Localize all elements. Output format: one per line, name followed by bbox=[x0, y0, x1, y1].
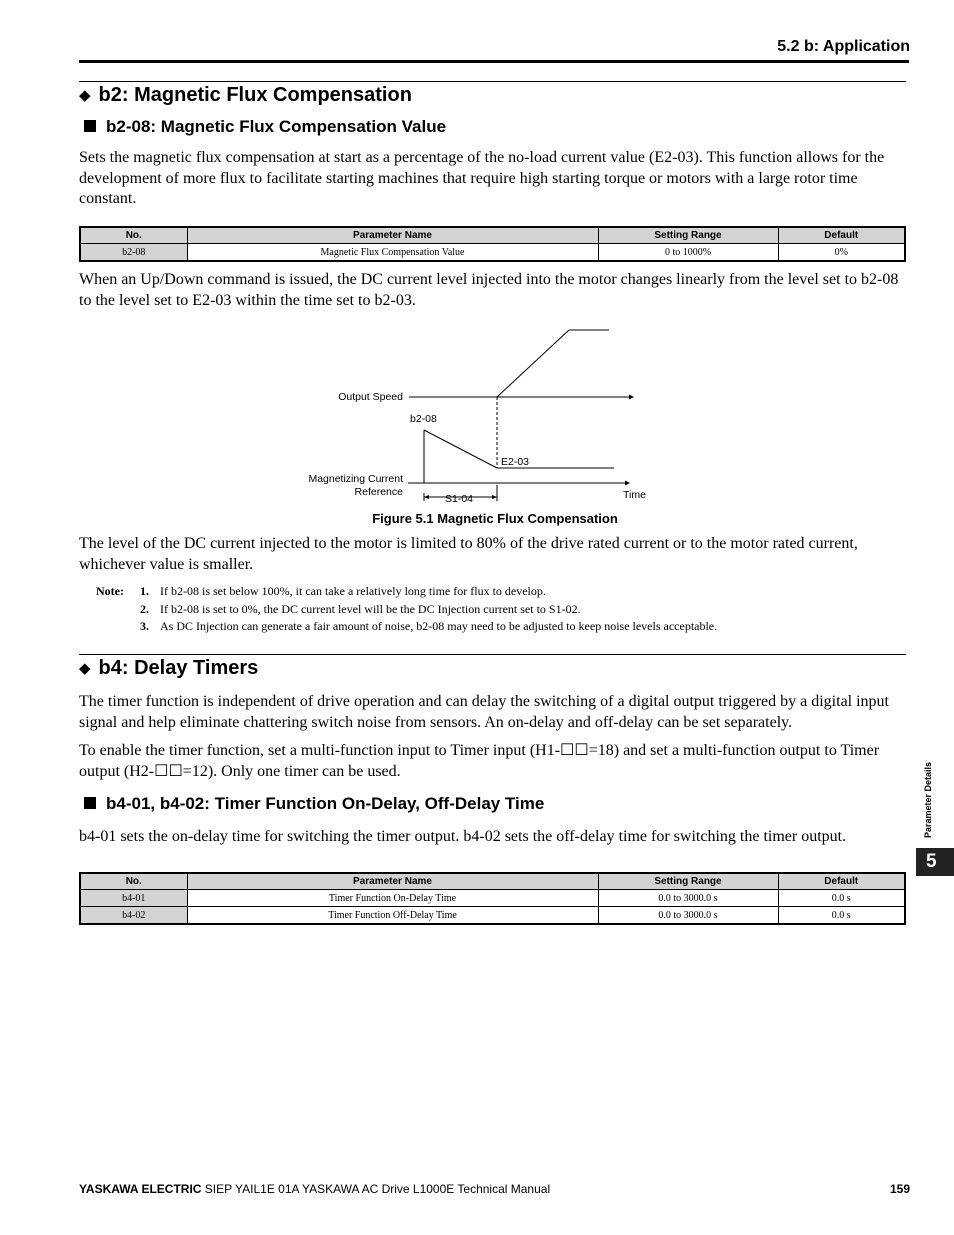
subsection-title-text: b4-01, b4-02: Timer Function On-Delay, Off-Delay Time bbox=[106, 794, 545, 813]
label-e2-03: E2-03 bbox=[501, 456, 530, 468]
table-row bbox=[80, 907, 905, 925]
header-parameter-name: Parameter Name bbox=[187, 227, 598, 244]
parameter-table-b4 bbox=[79, 872, 906, 925]
label-output-speed: Output Speed bbox=[338, 391, 403, 403]
footer-brand: YASKAWA ELECTRIC bbox=[79, 1182, 202, 1196]
page-number: 159 bbox=[889, 1182, 910, 1196]
paragraph: The timer function is independent of drive operation and can delay the switching of a digital output triggered by a digital input signal and help eliminate chattering switch noise from sensors. An on-delay and off-delay can be set separately. bbox=[79, 693, 889, 731]
cell-parameter-name: Timer Function Off-Delay Time bbox=[187, 907, 598, 925]
note-label: Note: bbox=[96, 584, 124, 598]
cell-no: b4-02 bbox=[80, 907, 187, 925]
label-s1-04: S1-04 bbox=[445, 493, 474, 505]
note-number: 2. bbox=[140, 601, 149, 616]
placeholder-boxes-icon: ☐☐ bbox=[560, 742, 589, 759]
note-number: 1. bbox=[140, 584, 149, 598]
side-tab-label bbox=[921, 750, 935, 850]
header-setting-range: Setting Range bbox=[598, 873, 778, 890]
footer-document: SIEP YAIL1E 01A YASKAWA AC Drive L1000E Technical Manual bbox=[201, 1182, 551, 1196]
note-item bbox=[96, 601, 856, 619]
diamond-icon: ◆ bbox=[79, 87, 91, 104]
label-reference: Reference bbox=[354, 486, 403, 498]
subsection-title-b4-01 bbox=[84, 794, 544, 814]
paragraph-part: To enable the timer function, set a multi-function input to Timer input (H1- bbox=[79, 742, 561, 759]
header-no: No. bbox=[80, 227, 187, 244]
paragraph: b4-01 sets the on-delay time for switching the timer output. b4-02 sets the off-delay time for switching the timer output. bbox=[79, 828, 847, 845]
dimension-arrow-left bbox=[424, 495, 429, 499]
paragraph: When an Up/Down command is issued, the DC current level injected into the motor changes linearly from the level set to b2-08 to the level set to E2-03 within the time set to b2-03. bbox=[79, 271, 899, 309]
current-decay-line bbox=[424, 430, 497, 468]
cell-default: 0% bbox=[778, 244, 905, 262]
header-default: Default bbox=[778, 227, 905, 244]
speed-ramp-line bbox=[497, 330, 569, 397]
header-parameter-name: Parameter Name bbox=[187, 873, 598, 890]
speed-axis-arrow bbox=[629, 395, 634, 400]
cell-parameter-name: Magnetic Flux Compensation Value bbox=[187, 244, 598, 262]
dimension-arrow-right bbox=[492, 495, 497, 499]
table-header-row bbox=[80, 873, 905, 890]
placeholder-boxes-icon: ☐☐ bbox=[154, 762, 183, 780]
note-text: If b2-08 is set below 100%, it can take a relatively long time for flux to develop. bbox=[160, 584, 546, 598]
paragraph-timer-enable bbox=[79, 741, 909, 782]
section-title-text: b2: Magnetic Flux Compensation bbox=[98, 84, 412, 106]
cell-default: 0.0 s bbox=[778, 890, 905, 907]
cell-no: b2-08 bbox=[80, 244, 187, 262]
figure-caption: Figure 5.1 Magnetic Flux Compensation bbox=[372, 511, 618, 526]
diamond-icon: ◆ bbox=[79, 660, 91, 677]
note-item bbox=[96, 583, 856, 601]
note-text: If b2-08 is set to 0%, the DC current level will be the DC Injection current set to S1-02. bbox=[160, 601, 581, 616]
side-tab-text: Parameter Details bbox=[923, 761, 933, 839]
header-default: Default bbox=[778, 873, 905, 890]
label-time: Time bbox=[623, 489, 646, 501]
section-title-b4 bbox=[79, 657, 258, 680]
cell-setting-range: 0 to 1000% bbox=[598, 244, 778, 262]
header-setting-range: Setting Range bbox=[598, 227, 778, 244]
paragraph-part: =18) and set a multi-function output to Timer output (H2- bbox=[79, 742, 880, 780]
square-bullet-icon bbox=[84, 797, 96, 809]
subsection-title-text: b2-08: Magnetic Flux Compensation Value bbox=[106, 117, 447, 136]
table-row bbox=[80, 890, 905, 907]
current-axis-arrow bbox=[625, 481, 630, 486]
label-magnetizing-current: Magnetizing Current bbox=[308, 473, 403, 485]
label-b2-08: b2-08 bbox=[410, 413, 437, 425]
cell-parameter-name: Timer Function On-Delay Time bbox=[187, 890, 598, 907]
note-text: As DC Injection can generate a fair amount of noise, b2-08 may need to be adjusted to keep noise levels acceptable. bbox=[160, 619, 718, 633]
paragraph: Sets the magnetic flux compensation at start as a percentage of the no-load current value (E2-03). This function allows for the development of more flux to facilitate starting machines that require high starting torque or motors with a large rotor time constant. bbox=[79, 149, 885, 207]
cell-default: 0.0 s bbox=[778, 907, 905, 925]
chapter-tab: 5 bbox=[916, 848, 954, 876]
note-item bbox=[96, 618, 856, 636]
paragraph: The level of the DC current injected to the motor is limited to 80% of the drive rated current or to the motor rated current, whichever value is smaller. bbox=[79, 535, 858, 573]
cell-no: b4-01 bbox=[80, 890, 187, 907]
cell-setting-range: 0.0 to 3000.0 s bbox=[598, 890, 778, 907]
cell-setting-range: 0.0 to 3000.0 s bbox=[598, 907, 778, 925]
header-no: No. bbox=[80, 873, 187, 890]
section-rule bbox=[79, 654, 906, 655]
notes-list bbox=[96, 583, 856, 636]
paragraph-part: =12). Only one timer can be used. bbox=[182, 762, 401, 780]
note-number: 3. bbox=[140, 619, 149, 633]
section-header: 5.2 b: Application bbox=[777, 38, 910, 55]
section-title-text: b4: Delay Timers bbox=[98, 657, 259, 679]
footer bbox=[79, 1182, 550, 1196]
